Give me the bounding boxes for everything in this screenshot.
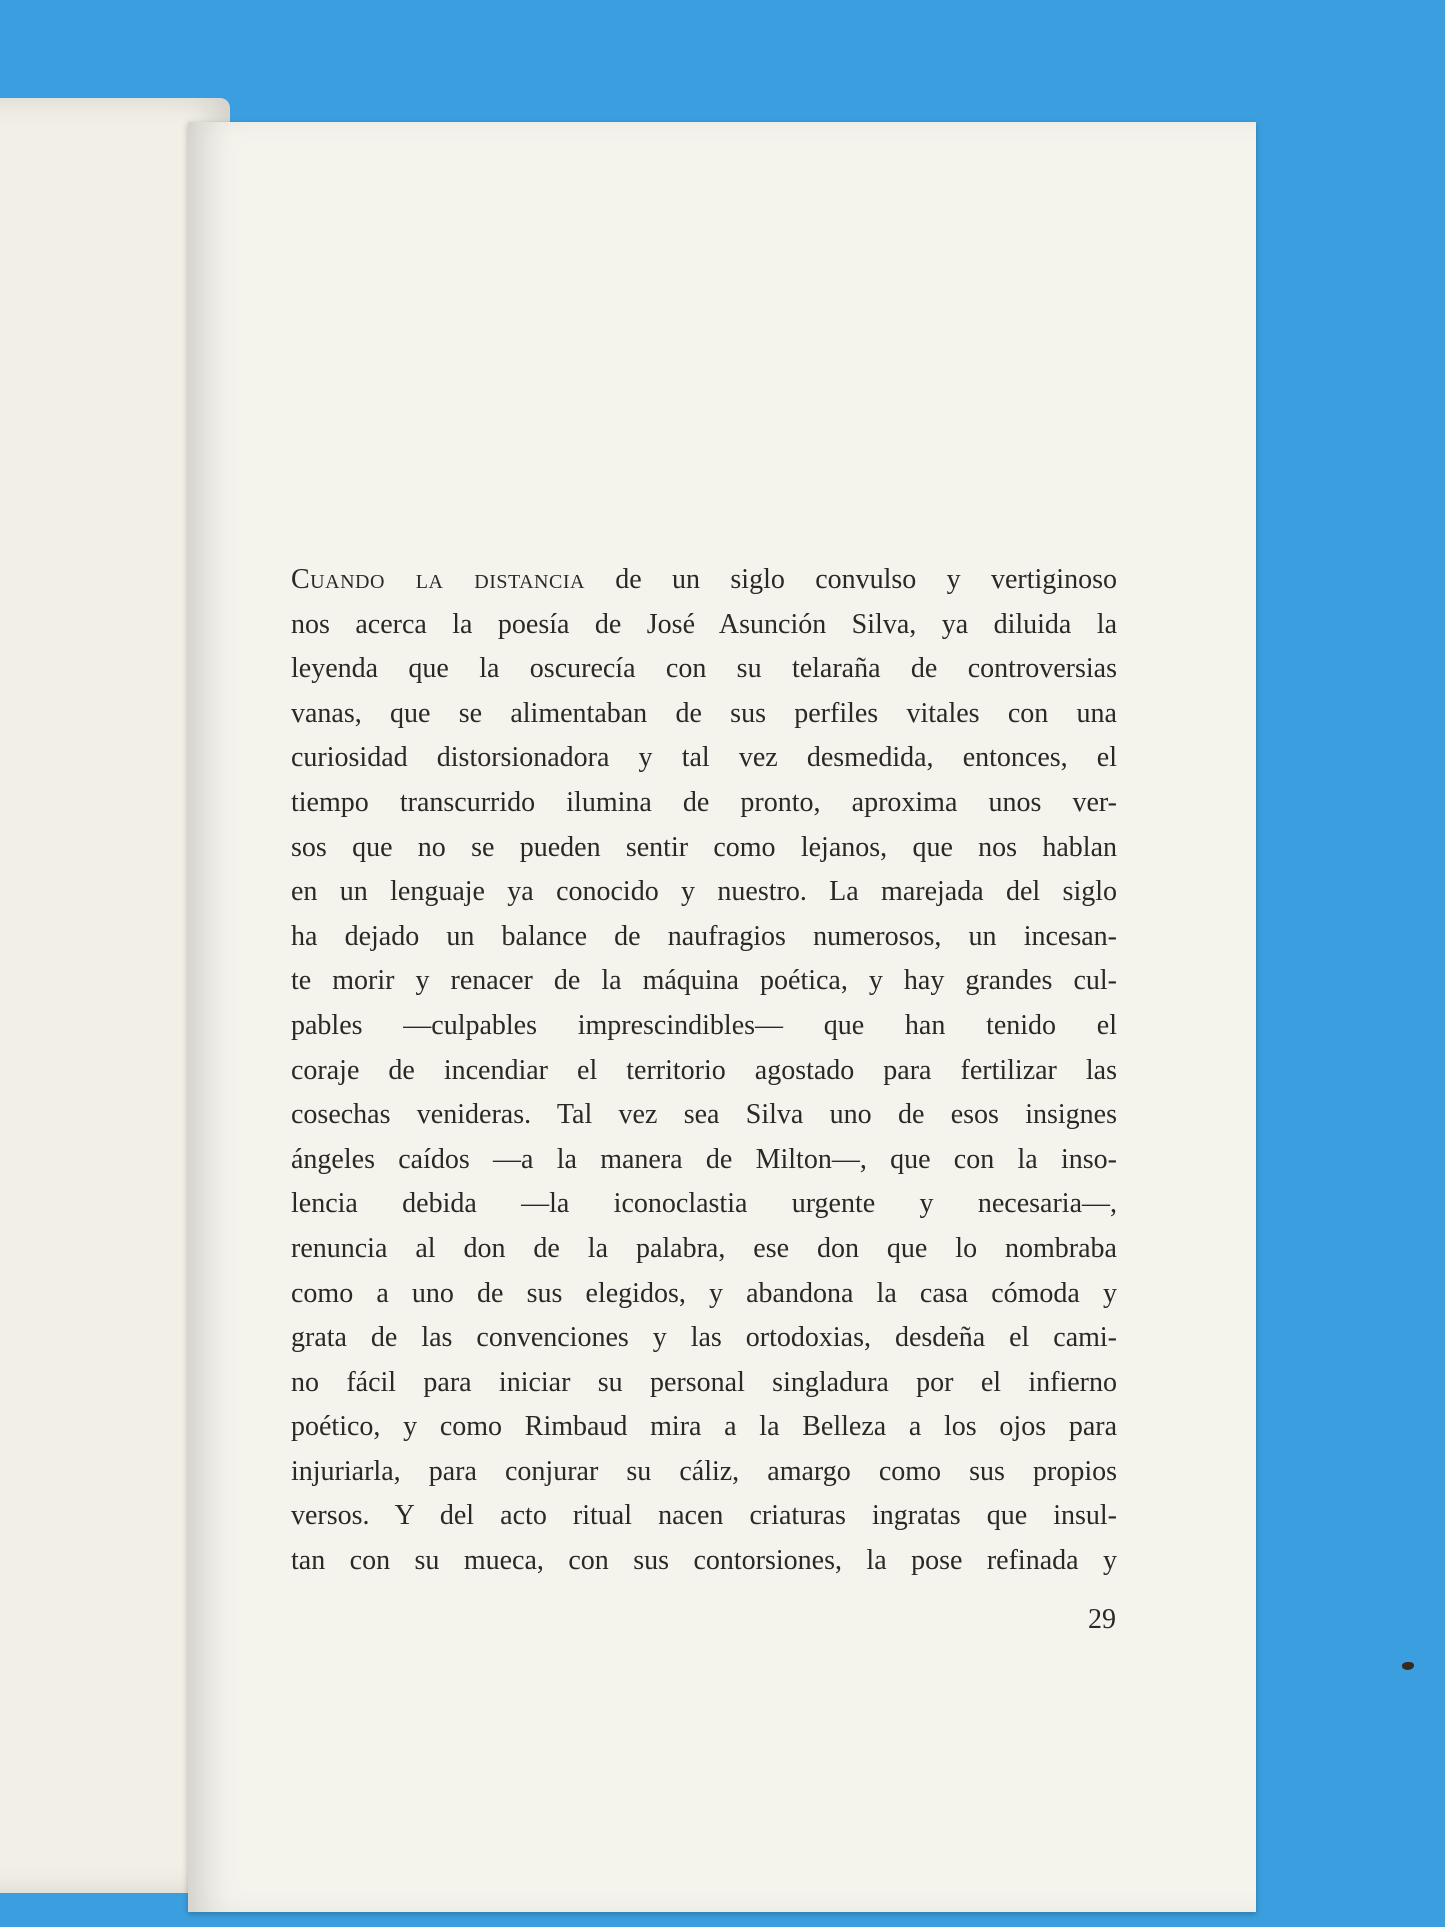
text-line [291, 826, 1117, 871]
page-number: 29 [1088, 1604, 1116, 1635]
line-text: nos acerca la poesía de José Asunción Silva, ya diluida la [291, 608, 1117, 640]
text-line [291, 1361, 1117, 1406]
text-line [291, 1272, 1117, 1317]
line-text: no fácil para iniciar su personal singladura por el infierno [291, 1366, 1117, 1398]
text-line [291, 1227, 1117, 1272]
line-text: grata de las convenciones y las ortodoxias, desdeña el cami- [291, 1322, 1117, 1354]
line-text: pables —culpables imprescindibles— que han tenido el [291, 1009, 1117, 1041]
line-text: te morir y renacer de la máquina poética, y hay grandes cul- [291, 965, 1117, 997]
line-text: como a uno de sus elegidos, y abandona la casa cómoda y [291, 1277, 1117, 1309]
line-text: cosechas venideras. Tal vez sea Silva uno de esos insignes [291, 1099, 1117, 1131]
line-text: lencia debida —la iconoclastia urgente y necesaria—, [291, 1188, 1117, 1220]
text-line [291, 1049, 1117, 1094]
line-text [291, 558, 1117, 603]
text-line [291, 736, 1117, 781]
text-line [291, 870, 1117, 915]
dirt-speck [1402, 1662, 1414, 1670]
line-text: renuncia al don de la palabra, ese don que lo nombraba [291, 1232, 1117, 1264]
line-text: de un siglo convulso y vertiginoso [584, 564, 1117, 595]
text-line [291, 1450, 1117, 1495]
text-line [291, 781, 1117, 826]
text-line [291, 1138, 1117, 1183]
line-text: coraje de incendiar el territorio agostado para fertilizar las [291, 1054, 1117, 1086]
text-line [291, 1093, 1117, 1138]
line-text: sos que no se pueden sentir como lejanos, que nos hablan [291, 831, 1117, 863]
text-line [291, 1494, 1117, 1539]
line-text: poético, y como Rimbaud mira a la Belleza a los ojos para [291, 1411, 1117, 1443]
text-line [291, 558, 1117, 603]
line-text: tiempo transcurrido ilumina de pronto, aproxima unos ver- [291, 786, 1117, 818]
text-line [291, 915, 1117, 960]
opening-small-caps: Cuando la distancia [291, 564, 585, 595]
text-line [291, 1316, 1117, 1361]
line-text: versos. Y del acto ritual nacen criaturas ingratas que insul- [291, 1500, 1117, 1532]
line-text: curiosidad distorsionadora y tal vez desmedida, entonces, el [291, 742, 1117, 774]
text-line [291, 1539, 1117, 1584]
line-text: leyenda que la oscurecía con su telaraña de controversias [291, 653, 1117, 685]
text-line [291, 647, 1117, 692]
text-line [291, 603, 1117, 648]
line-text: tan con su mueca, con sus contorsiones, la pose refinada y [291, 1545, 1117, 1577]
line-text: ángeles caídos —a la manera de Milton—, que con la inso- [291, 1143, 1117, 1175]
line-text: en un lenguaje ya conocido y nuestro. La marejada del siglo [291, 876, 1117, 908]
text-line [291, 692, 1117, 737]
line-text: ha dejado un balance de naufragios numerosos, un incesan- [291, 920, 1117, 952]
text-line [291, 1004, 1117, 1049]
text-line [291, 1182, 1117, 1227]
body-text [291, 558, 1117, 1584]
line-text: injuriarla, para conjurar su cáliz, amargo como sus propios [291, 1455, 1117, 1487]
text-line [291, 1405, 1117, 1450]
text-line [291, 959, 1117, 1004]
line-text: vanas, que se alimentaban de sus perfiles vitales con una [291, 697, 1117, 729]
